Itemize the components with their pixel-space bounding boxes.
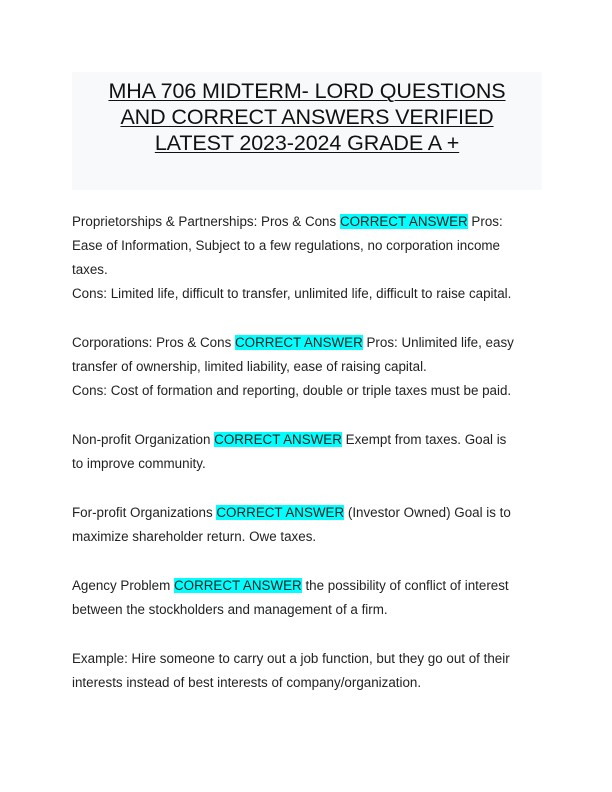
qa-term: Agency Problem: [72, 578, 171, 593]
example-line: Example: Hire someone to carry out a job function, but they go out of their: [72, 651, 510, 666]
example-line: interests instead of best interests of company/organization.: [72, 675, 422, 690]
qa-answer-line: taxes.: [72, 262, 108, 277]
qa-answer-line: Cons: Cost of formation and reporting, double or triple taxes must be paid.: [72, 383, 512, 398]
correct-answer-highlight: CORRECT ANSWER: [214, 432, 342, 447]
qa-answer-start: Pros: Unlimited life, easy: [366, 335, 514, 350]
document-title-line-1: MHA 706 MIDTERM- LORD QUESTIONS: [108, 79, 506, 103]
qa-term: Corporations: Pros & Cons: [72, 335, 232, 350]
qa-answer-start: Exempt from taxes. Goal is: [345, 432, 507, 447]
document-title-line-2: AND CORRECT ANSWERS VERIFIED: [120, 105, 494, 129]
qa-answer-start: Pros:: [471, 214, 503, 229]
qa-answer-line: Ease of Information, Subject to a few regulations, no corporation income: [72, 238, 500, 253]
qa-item: [72, 331, 542, 403]
document-title-line-3: LATEST 2023-2024 GRADE A +: [154, 131, 460, 155]
qa-first-line: [72, 574, 542, 598]
qa-answer-line: Cons: Limited life, difficult to transfer, unlimited life, difficult to raise capital.: [72, 286, 512, 301]
qa-term: For-profit Organizations: [72, 505, 213, 520]
qa-first-line: [72, 501, 542, 525]
title-box: [72, 72, 542, 190]
qa-term: Proprietorships & Partnerships: Pros & Cons: [72, 214, 337, 229]
qa-answer-line: maximize shareholder return. Owe taxes.: [72, 529, 317, 544]
qa-term: Non-profit Organization: [72, 432, 211, 447]
example-paragraph: [72, 647, 542, 695]
qa-first-line: [72, 210, 542, 234]
qa-item: [72, 210, 542, 306]
correct-answer-highlight: CORRECT ANSWER: [173, 578, 302, 593]
qa-answer-line: to improve community.: [72, 456, 206, 471]
qa-first-line: [72, 331, 542, 355]
correct-answer-highlight: CORRECT ANSWER: [339, 214, 468, 229]
qa-item: [72, 428, 542, 476]
qa-first-line: [72, 428, 542, 452]
correct-answer-highlight: CORRECT ANSWER: [216, 505, 345, 520]
qa-answer-line: transfer of ownership, limited liability, ease of raising capital.: [72, 359, 427, 374]
correct-answer-highlight: CORRECT ANSWER: [235, 335, 363, 350]
document-body: [72, 210, 542, 720]
qa-answer-start: the possibility of conflict of interest: [305, 578, 509, 593]
qa-answer-start: (Investor Owned) Goal is to: [347, 505, 511, 520]
qa-answer-line: between the stockholders and management of a firm.: [72, 602, 388, 617]
qa-item: [72, 501, 542, 549]
qa-item: [72, 574, 542, 622]
